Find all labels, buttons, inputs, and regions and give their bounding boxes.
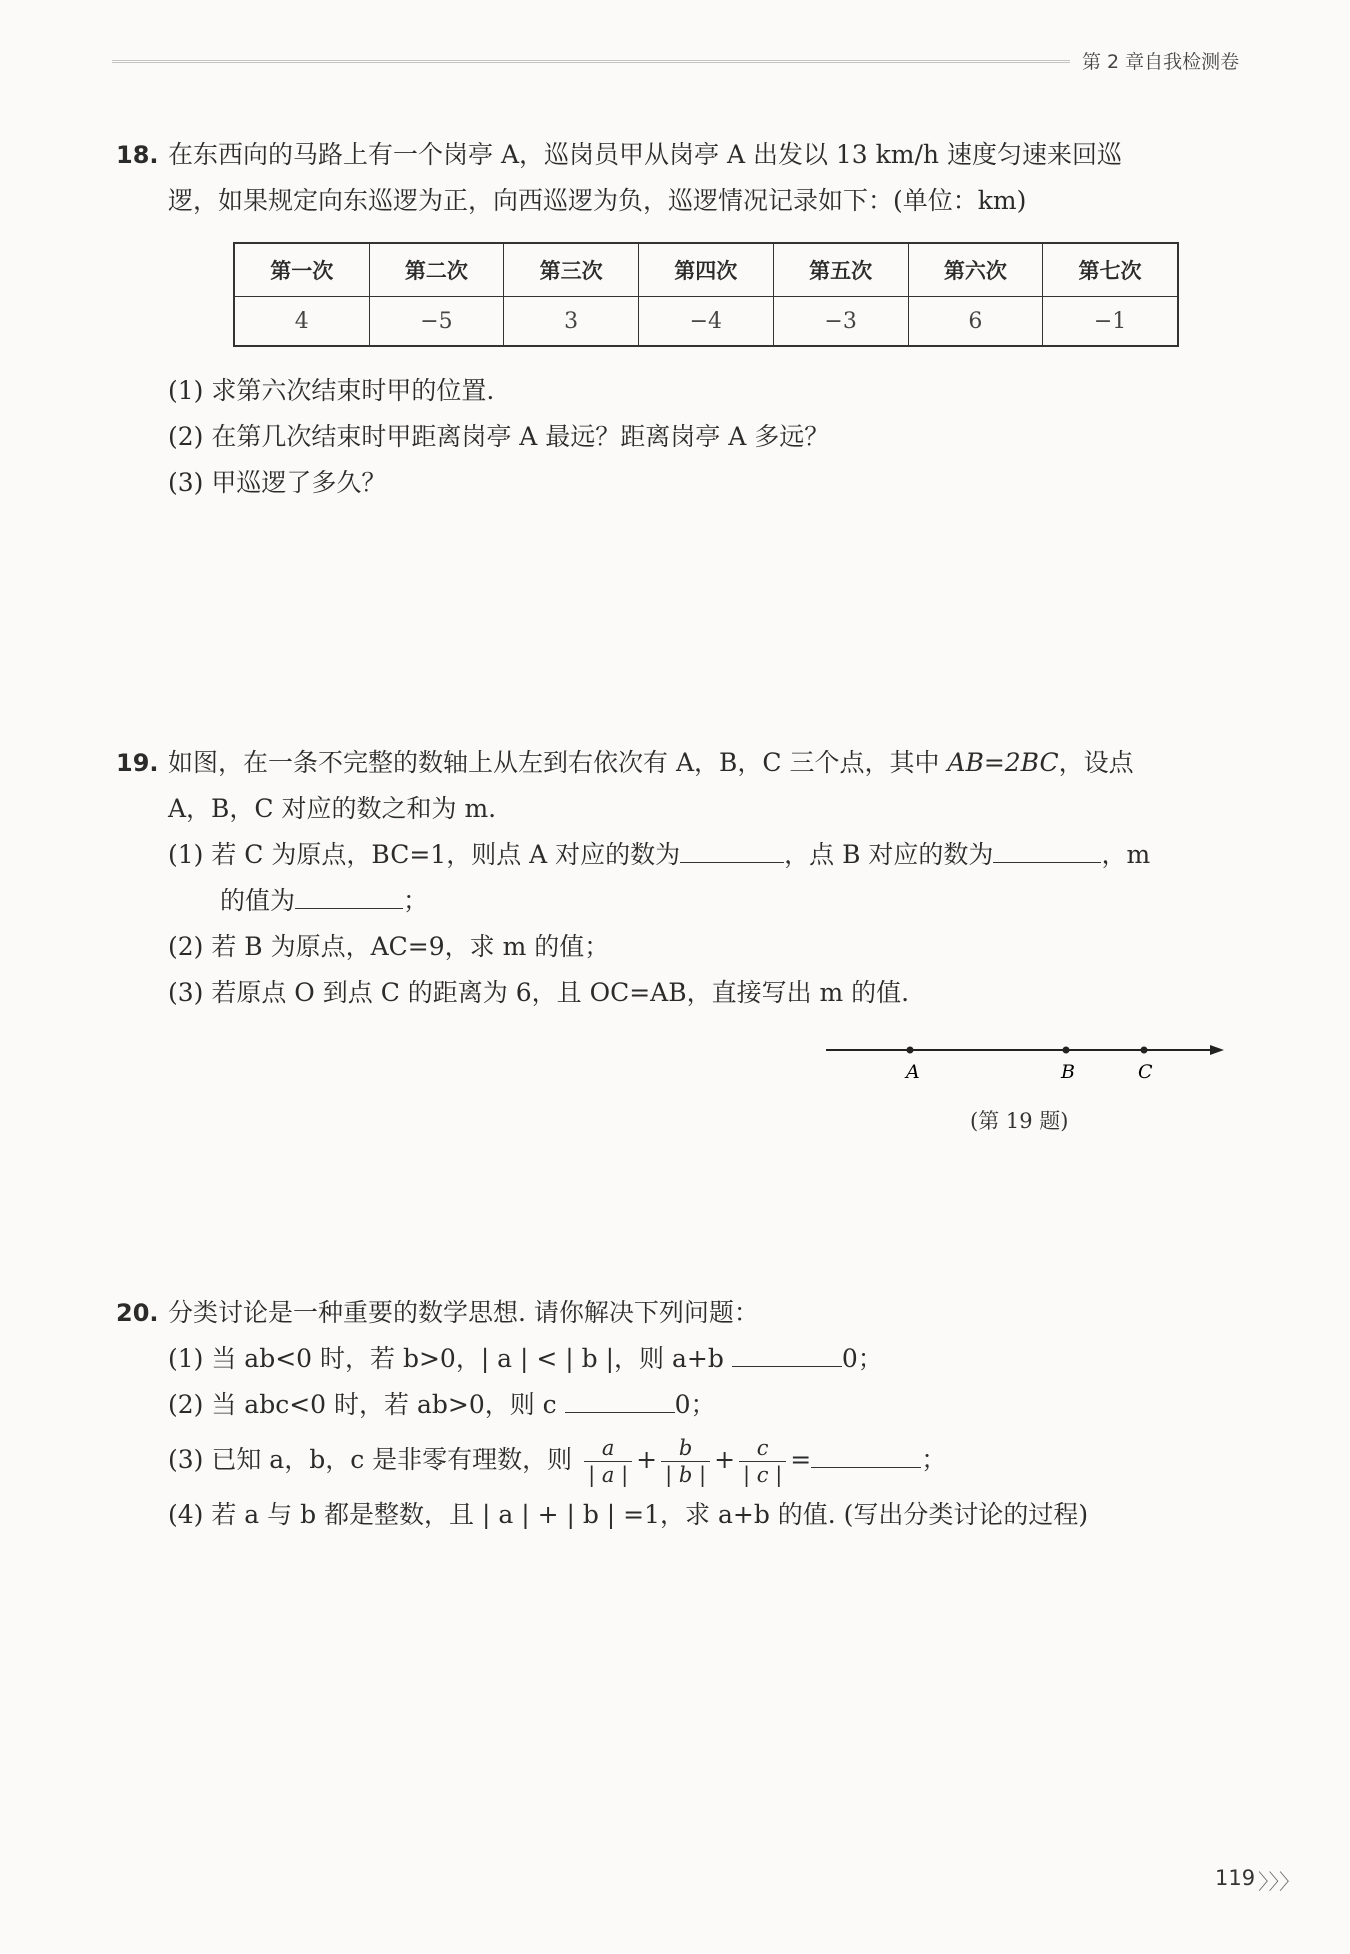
table-cell: −4 bbox=[638, 297, 773, 347]
answer-blank[interactable] bbox=[811, 1441, 921, 1468]
subquestion-text: (1) 当 ab<0 时，若 b>0，| a | < | b |，则 a+b bbox=[168, 1344, 724, 1373]
table-header-cell: 第二次 bbox=[369, 243, 504, 297]
patrol-record-table bbox=[233, 242, 1179, 347]
fraction-denominator: | a | bbox=[588, 1463, 629, 1487]
question-number: 20. bbox=[116, 1299, 159, 1327]
subquestion-text: ，m bbox=[1101, 840, 1151, 869]
subquestion-1-cont bbox=[116, 878, 1250, 924]
answer-blank[interactable] bbox=[732, 1340, 842, 1367]
subquestion-text: (1) 若 C 为原点，BC=1，则点 A 对应的数为 bbox=[168, 840, 681, 869]
table-cell: 6 bbox=[908, 297, 1043, 347]
plus-sign: + bbox=[714, 1445, 736, 1474]
table-header-cell: 第一次 bbox=[234, 243, 369, 297]
subquestion-2: (2) 在第几次结束时甲距离岗亭 A 最远？距离岗亭 A 多远？ bbox=[168, 422, 830, 451]
subquestion-text: ； bbox=[921, 1445, 947, 1474]
subquestion-1: (1) 求第六次结束时甲的位置. bbox=[168, 376, 495, 405]
fraction-denominator: | b | bbox=[665, 1463, 707, 1487]
answer-blank[interactable] bbox=[993, 836, 1101, 863]
table-header-cell: 第六次 bbox=[908, 243, 1043, 297]
fraction-numerator: c bbox=[739, 1435, 786, 1462]
subquestion-text: 0； bbox=[674, 1390, 716, 1419]
table-cell: −5 bbox=[369, 297, 504, 347]
chapter-header: 第 2 章自我检测卷 bbox=[1082, 51, 1240, 73]
question-18-subparts bbox=[116, 368, 1250, 506]
subquestion-1 bbox=[116, 1336, 1250, 1382]
point-c bbox=[1141, 1047, 1148, 1054]
question-text-formula: AB=2BC bbox=[947, 748, 1059, 777]
point-a bbox=[907, 1047, 914, 1054]
answer-blank[interactable] bbox=[565, 1386, 675, 1413]
subquestion-text: 的值为 bbox=[220, 886, 296, 915]
question-number: 18. bbox=[116, 141, 159, 169]
fraction-denominator: | c | bbox=[743, 1463, 783, 1487]
figure-caption: (第 19 题) bbox=[970, 1109, 1069, 1133]
subquestion-2 bbox=[116, 1382, 1250, 1428]
subquestion-text: ，点 B 对应的数为 bbox=[784, 840, 994, 869]
answer-blank[interactable] bbox=[295, 882, 403, 909]
fraction bbox=[739, 1435, 786, 1488]
subquestion-text: (2) 当 abc<0 时，若 ab>0，则 c bbox=[168, 1390, 557, 1419]
question-text: 如图，在一条不完整的数轴上从左到右依次有 A，B，C 三个点，其中 bbox=[168, 748, 948, 777]
table-header-cell: 第四次 bbox=[638, 243, 773, 297]
axis-arrow bbox=[1210, 1045, 1224, 1055]
table-cell: 3 bbox=[504, 297, 639, 347]
subquestion-text: 0； bbox=[841, 1344, 883, 1373]
point-b bbox=[1063, 1047, 1070, 1054]
question-text-cont: 逻，如果规定向东巡逻为正，向西巡逻为负，巡逻情况记录如下：(单位：km) bbox=[168, 186, 1027, 215]
table-cell: 4 bbox=[234, 297, 369, 347]
subquestion-2: (2) 若 B 为原点，AC=9，求 m 的值； bbox=[168, 932, 610, 961]
equals-sign: = bbox=[790, 1445, 812, 1474]
subquestion-text: ； bbox=[403, 886, 429, 915]
fraction bbox=[661, 1435, 710, 1488]
table-row bbox=[234, 297, 1178, 347]
subquestion-4: (4) 若 a 与 b 都是整数，且 | a | + | b | =1，求 a+b 的值. (写出分类讨论的过程) bbox=[168, 1500, 1089, 1529]
table-header-row bbox=[234, 243, 1178, 297]
label-a: A bbox=[906, 1061, 920, 1083]
number-line-figure bbox=[820, 1035, 1230, 1085]
subquestion-3: (3) 甲巡逻了多久？ bbox=[168, 468, 387, 497]
fraction bbox=[584, 1435, 632, 1488]
question-text: 在东西向的马路上有一个岗亭 A，巡岗员甲从岗亭 A 出发以 13 km/h 速度匀速来回巡 bbox=[168, 140, 1122, 169]
plus-sign: + bbox=[636, 1445, 658, 1474]
question-19 bbox=[116, 740, 1250, 1016]
chevron-icon: 〉〉〉 bbox=[1258, 1870, 1300, 1894]
question-18 bbox=[116, 132, 1250, 224]
table-cell: −3 bbox=[773, 297, 908, 347]
label-b: B bbox=[1061, 1061, 1075, 1083]
fraction-numerator: b bbox=[661, 1435, 710, 1462]
question-text: 分类讨论是一种重要的数学思想. 请你解决下列问题： bbox=[168, 1298, 759, 1327]
table-header-cell: 第五次 bbox=[773, 243, 908, 297]
question-text-cont: A，B，C 对应的数之和为 m. bbox=[168, 794, 497, 823]
subquestion-text: (3) 已知 a，b，c 是非零有理数，则 bbox=[168, 1445, 573, 1474]
subquestion-3: (3) 若原点 O 到点 C 的距离为 6，且 OC=AB，直接写出 m 的值. bbox=[168, 978, 910, 1007]
question-number: 19. bbox=[116, 749, 159, 777]
table-header-cell: 第三次 bbox=[504, 243, 639, 297]
table-cell: −1 bbox=[1043, 297, 1178, 347]
table-header-cell: 第七次 bbox=[1043, 243, 1178, 297]
fraction-numerator: a bbox=[584, 1435, 632, 1462]
subquestion-1 bbox=[116, 832, 1250, 878]
subquestion-3 bbox=[116, 1428, 1250, 1492]
question-20 bbox=[116, 1290, 1250, 1538]
answer-blank[interactable] bbox=[680, 836, 784, 863]
question-text: ，设点 bbox=[1058, 748, 1134, 777]
header-rule bbox=[112, 60, 1070, 63]
page-number: 119 bbox=[1215, 1866, 1256, 1890]
label-c: C bbox=[1138, 1061, 1153, 1083]
